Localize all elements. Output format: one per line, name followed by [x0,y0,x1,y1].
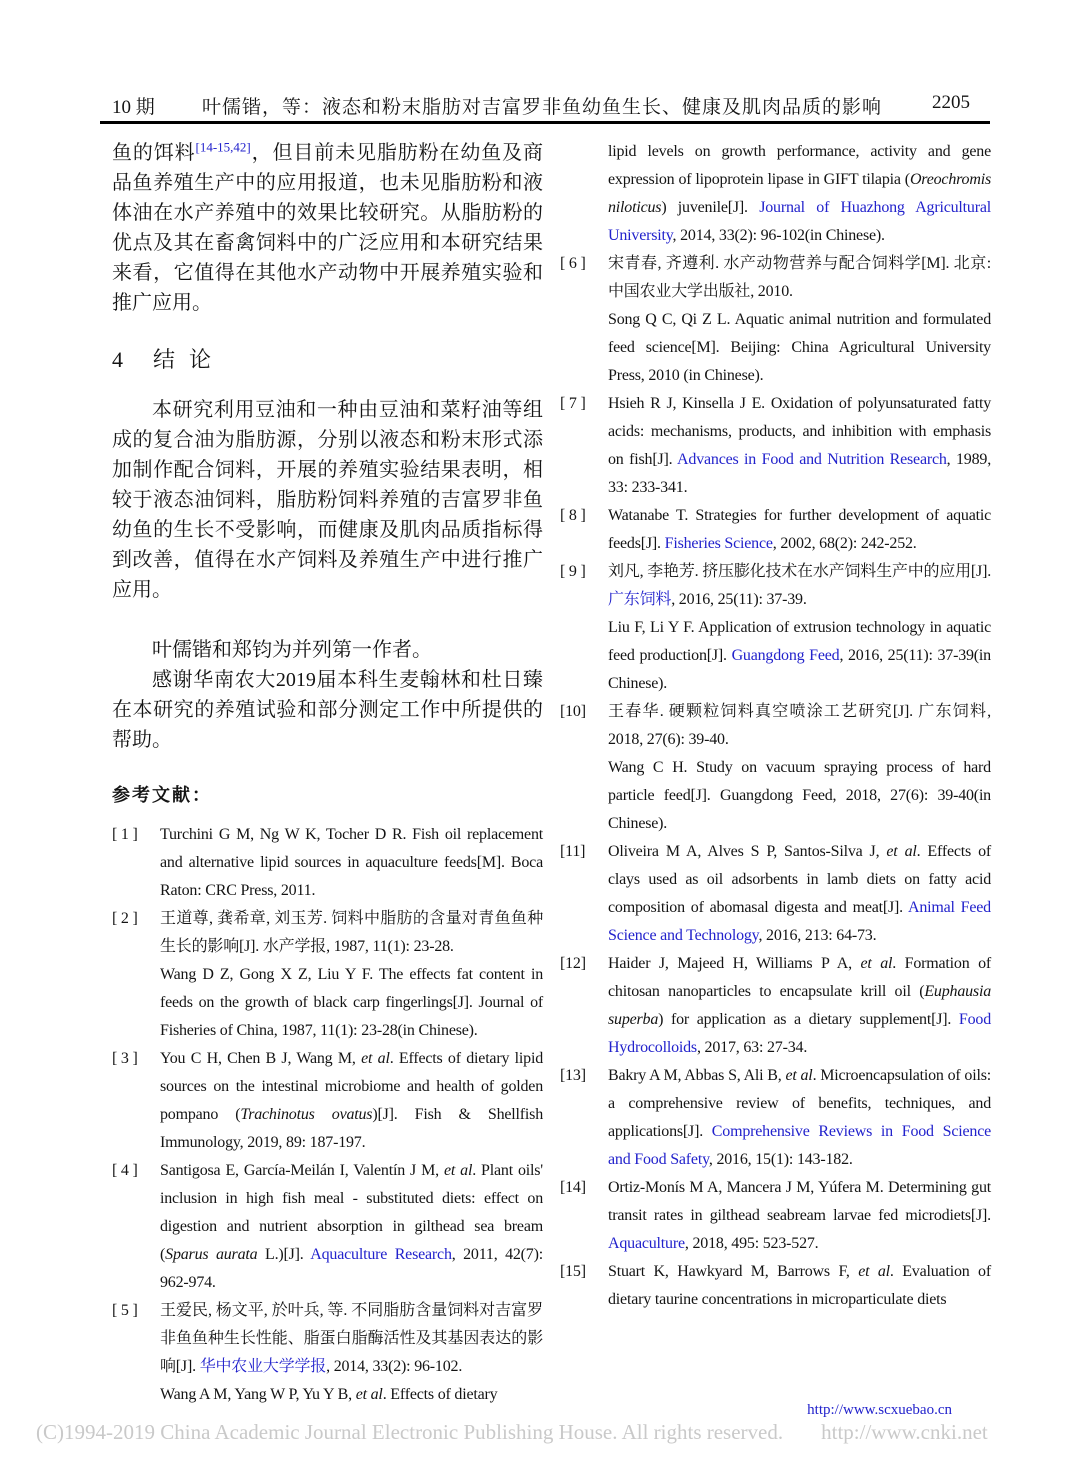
text-segment: , 2016, 15(1): 143-182. [708,1151,853,1168]
section-heading [112,343,543,374]
reference-item [560,390,991,502]
reference-block [608,1062,991,1174]
text-segment: lipid levels on growth performance, activity and gene expression of lipoprotein lipase in GIFT tilapia ( [608,143,991,188]
journal-link[interactable]: Food Hydrocolloids [608,1011,991,1056]
text-segment: 王春华. 硬颗粒饲料真空喷涂工艺研究[J]. 广东饲料, 2018, 27(6): 39-40. [608,703,991,748]
reference-block [608,138,991,250]
reference-block [608,502,991,558]
reference-block [160,961,543,1045]
text-segment: , 2016, 213: 64-73. [758,927,877,944]
text-segment: . Microencapsulation of oils: a comprehensive review of benefits, techniques, and applications[J]. [608,1067,991,1140]
reference-number [560,138,608,250]
references-list-right [560,138,991,1314]
text-segment: Stuart K, Hawkyard M, Barrows F, [608,1263,859,1280]
journal-link[interactable]: Journal of Huazhong Agricultural University [608,199,991,244]
reference-number: [ 5 ] [112,1302,138,1319]
reference-block [160,821,543,905]
reference-block [608,250,991,306]
reference-item [560,502,991,558]
reference-number: [ 8 ] [560,507,586,524]
reference-item [560,558,991,698]
text-segment: , 2014, 33(2): 96-102. [326,1358,463,1375]
text-segment: et al [443,1162,473,1179]
reference-text [160,1157,543,1297]
acknowledgment-note: 感谢华南农大2019届本科生麦翰林和杜日臻在本研究的养殖试验和部分测定工作中所提供的帮助。 [112,669,543,751]
journal-link[interactable]: Fisheries Science [664,535,773,552]
reference-block [608,838,991,950]
reference-text [160,821,543,905]
reference-text [608,838,991,950]
reference-block [608,390,991,502]
text-segment: Santigosa E, García-Meilán I, Valentín J M, [160,1162,444,1179]
text-segment: , 2011, 42(7): 962-974. [160,1246,543,1291]
text-segment: L.)[J]. [257,1246,311,1263]
reference-text [608,502,991,558]
header-rule [100,121,990,124]
reference-text [608,1258,991,1314]
references-heading: 参考文献： [112,785,212,805]
reference-text [608,698,991,838]
text-segment: , 2017, 63: 27-34. [696,1039,808,1056]
reference-number: [ 4 ] [112,1162,138,1179]
text-segment: et al [858,1263,890,1280]
reference-block [608,306,991,390]
text-segment: Wang D Z, Gong X Z, Liu Y F. The effects fat content in feeds on the growth of black carp fingerlings[J]. Journal of Fisheries of China, 1987, 11(1): 23-28(in Chinese). [160,966,543,1039]
reference-number: [ 6 ] [560,255,586,272]
reference-block [608,698,991,754]
reference-number: [ 2 ] [112,910,138,927]
conclusion-paragraph: 本研究利用豆油和一种由豆油和菜籽油等组成的复合油为脂肪源，分别以液态和粉末形式添加制作配合饲料，开展的养殖实验结果表明，相较于液态油饲料，脂肪粉饲料养殖的吉富罗非鱼幼鱼的生长不受影响，而健康及肌肉品质指标得到改善，值得在水产饲料及养殖生产中进行推广应用。 [112,399,543,601]
text-segment: ，但目前未见脂肪粉在幼鱼及商品鱼养殖生产中的应用报道，也未见脂肪粉和液体油在水产养殖中的效果比较研究。从脂肪粉的优点及其在畜禽饲料中的广泛应用和本研究结果来看，它值得在其他水产动物中开展养殖实验和推广应用。 [112,142,543,314]
reference-block [160,1157,543,1297]
text-segment: )[J]. Fish & Shellfish Immunology, 2019, 89: 187-197. [160,1106,543,1151]
text-segment: . Effects of clays used as oil adsorbents in lamb diets on fatty acid composition of abomasal digesta and meat[J]. [608,843,991,916]
text-segment: Oliveira M A, Alves S P, Santos-Silva J, [608,843,887,860]
reference-text [608,138,991,250]
text-segment: Song Q C, Qi Z L. Aquatic animal nutrition and formulated feed science[M]. Beijing: China Agricultural University Press, 2010 (in Chinese). [608,311,991,384]
text-segment: 宋青春, 齐遵利. 水产动物营养与配合饲料学[M]. 北京: 中国农业大学出版社, 2010. [608,255,991,300]
text-segment: , 2002, 68(2): 242-252. [772,535,917,552]
journal-issue: 10 期 [112,97,155,118]
text-segment: Ortiz-Monís M A, Mancera J M, Yúfera M. Determining gut transit rates in gilthead seabream larvae fed microdiets[J]. [608,1179,991,1224]
reference-block [160,1297,543,1381]
reference-number: [ 7 ] [560,395,586,412]
reference-number: [14] [560,1179,586,1196]
text-segment: 王道尊, 龚希章, 刘玉芳. 饲料中脂肪的含量对青鱼鱼种生长的影响[J]. 水产学报, 1987, 11(1): 23-28. [160,910,543,955]
text-segment: et al [860,955,893,972]
reference-item [560,1258,991,1314]
reference-item [112,905,543,1045]
text-segment: Oreochromis niloticus [608,171,991,216]
text-segment: Trachinotus ovatus [240,1106,373,1123]
journal-link[interactable]: Aquaculture [608,1235,685,1252]
journal-link[interactable]: Animal Feed Science and Technology [608,899,991,944]
text-segment: et al [355,1386,383,1403]
journal-link[interactable]: Guangdong Feed [731,647,840,664]
reference-item [560,950,991,1062]
reference-block [160,905,543,961]
reference-block [608,614,991,698]
copyright-text: (C)1994-2019 China Academic Journal Electronic Publishing House. All rights reserved. [36,1420,784,1444]
text-segment: Sparus aurata [165,1246,258,1263]
text-segment: , 2014, 33(2): 96-102(in Chinese). [672,227,885,244]
reference-text [608,390,991,502]
reference-number: [15] [560,1263,586,1280]
reference-item [560,698,991,838]
journal-url-link[interactable]: http://www.scxuebao.cn [807,1402,952,1418]
reference-number: [ 9 ] [560,563,586,580]
text-segment: Euphausia superba [608,983,991,1028]
text-segment: 刘凡, 李艳芳. 挤压膨化技术在水产饲料生产中的应用[J]. [608,563,991,580]
references-list-left [112,821,543,1409]
page-number: 2205 [932,92,970,113]
text-segment: Watanabe T. Strategies for further development of aquatic feeds[J]. [608,507,991,552]
text-segment: , 2016, 25(11): 37-39. [671,591,807,608]
reference-block [608,950,991,1062]
cnki-url-link[interactable]: http://www.cnki.net [821,1420,988,1444]
reference-item [112,1045,543,1157]
footer [36,1420,988,1445]
text-segment: et al [785,1067,813,1084]
reference-text [160,1045,543,1157]
reference-item [112,1157,543,1297]
reference-item [560,1174,991,1258]
text-segment: et al [361,1050,390,1067]
reference-block [160,1381,543,1409]
text-segment: , 2016, 25(11): 37-39(in Chinese). [608,647,991,692]
reference-number: [12] [560,955,586,972]
reference-text [608,1174,991,1258]
reference-number: [ 3 ] [112,1050,138,1067]
reference-number: [11] [560,843,586,860]
text-segment: Wang C H. Study on vacuum spraying process of hard particle feed[J]. Guangdong Feed, 2018, 27(6): 39-40(in Chinese). [608,759,991,832]
reference-item [560,1062,991,1174]
reference-text [608,1062,991,1174]
text-segment: . Effects of dietary [382,1386,498,1403]
journal-link[interactable]: 广东饲料 [608,591,672,608]
reference-item [112,1297,543,1409]
running-title: 叶儒锴，等：液态和粉末脂肪对吉富罗非鱼幼鱼生长、健康及肌肉品质的影响 [201,97,882,118]
reference-number: [10] [560,703,586,720]
reference-item [560,138,991,250]
journal-link[interactable]: 华中农业大学学报 [199,1358,327,1375]
reference-item [560,838,991,950]
text-segment: ) juvenile[J]. [661,199,760,216]
reference-number: [ 1 ] [112,826,138,843]
author-note: 叶儒锴和郑钧为并列第一作者。 [152,639,432,661]
text-segment: Bakry A M, Abbas S, Ali B, [608,1067,786,1084]
journal-link[interactable]: Advances in Food and Nutrition Research [677,451,947,468]
reference-item [560,250,991,390]
reference-block [608,754,991,838]
citation-superscript-link[interactable]: [14-15,42] [195,139,251,155]
reference-number: [13] [560,1067,586,1084]
reference-block [160,1045,543,1157]
reference-item [112,821,543,905]
text-segment: ) for application as a dietary supplement[J]. [658,1011,959,1028]
text-segment: , 1989, 33: 233-341. [608,451,991,496]
text-segment: Liu F, Li Y F. Application of extrusion technology in aquatic feed production[J]. [608,619,991,664]
text-segment: et al [886,843,917,860]
reference-text [608,950,991,1062]
section-number: 4 [112,347,123,372]
reference-text [608,250,991,390]
journal-link[interactable]: Aquaculture Research [310,1246,452,1263]
text-segment: . Evaluation of dietary taurine concentrations in microparticulate diets [608,1263,991,1308]
reference-block [608,1174,991,1258]
text-segment: , 2018, 495: 523-527. [684,1235,819,1252]
text-segment: . Effects of dietary lipid sources on the intestinal microbiome and health of golden pompano ( [160,1050,543,1123]
continued-paragraph [112,138,543,318]
text-segment: 鱼的饵料 [112,142,196,164]
text-segment: Haider J, Majeed H, Williams P A, [608,955,861,972]
reference-text [160,905,543,1045]
reference-block [608,558,991,614]
reference-text [608,558,991,698]
text-segment: You C H, Chen B J, Wang M, [160,1050,362,1067]
reference-text [160,1297,543,1409]
text-segment: Turchini G M, Ng W K, Tocher D R. Fish oil replacement and alternative lipid sources in aquaculture feeds[M]. Boca Raton: CRC Press, 2011. [160,826,543,899]
text-segment: 王爱民, 杨文平, 於叶兵, 等. 不同脂肪含量饲料对吉富罗非鱼鱼种生长性能、脂蛋白脂酶活性及其基因表达的影响[J]. [160,1302,543,1375]
text-segment: Wang A M, Yang W P, Yu Y B, [160,1386,356,1403]
right-column [560,138,991,1314]
text-segment: . Plant oils' inclusion in high fish meal - substituted diets: effect on digestion and nutrient absorption in gilthead sea bream ( [160,1162,543,1263]
section-title: 结论 [153,347,226,372]
left-column [112,138,543,1409]
text-segment: Hsieh R J, Kinsella J E. Oxidation of polyunsaturated fatty acids: mechanisms, products, and inhibition with emphasis on fish[J]. [608,395,991,468]
journal-link[interactable]: Comprehensive Reviews in Food Science and Food Safety [608,1123,992,1168]
text-segment: . Formation of chitosan nanoparticles to encapsulate krill oil ( [608,955,991,1000]
reference-block [608,1258,991,1314]
